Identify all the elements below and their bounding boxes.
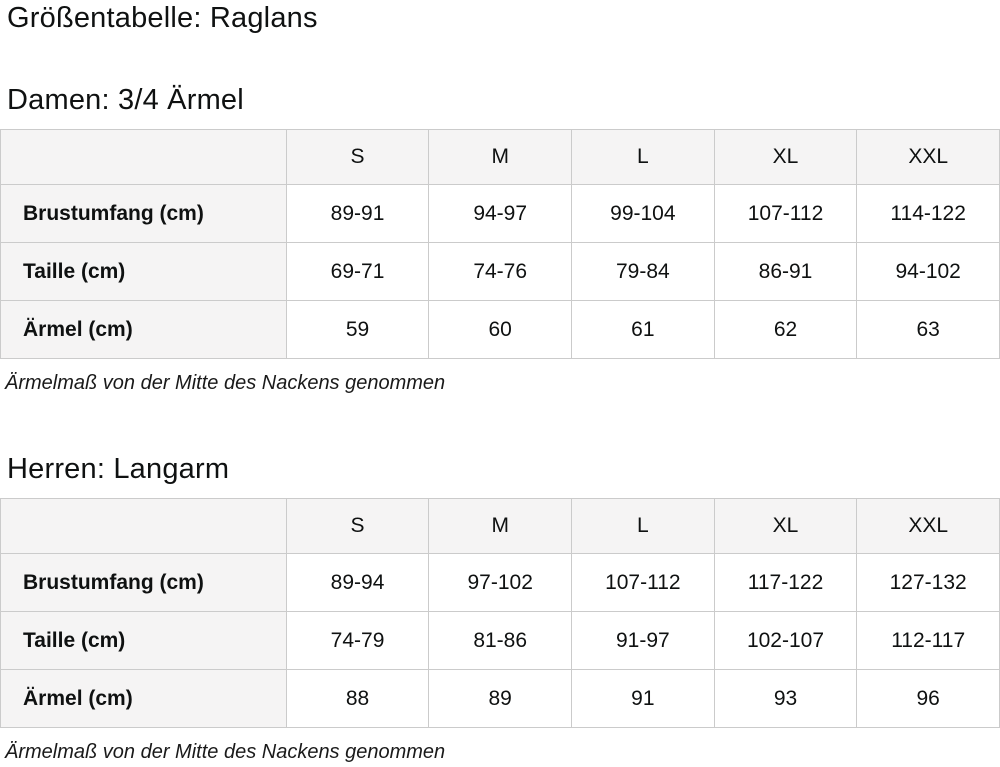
row-label-brustumfang: Brustumfang (cm) — [1, 185, 287, 243]
value-cell: 117-122 — [714, 554, 857, 612]
value-cell: 91 — [572, 670, 715, 728]
col-header-xxl: XXL — [857, 499, 1000, 554]
col-header-xl: XL — [714, 499, 857, 554]
value-cell: 89-94 — [286, 554, 429, 612]
col-header-m: M — [429, 130, 572, 185]
value-cell: 94-97 — [429, 185, 572, 243]
col-header-xxl: XXL — [857, 130, 1000, 185]
value-cell: 86-91 — [714, 243, 857, 301]
value-cell: 74-76 — [429, 243, 572, 301]
value-cell: 91-97 — [572, 612, 715, 670]
value-cell: 89 — [429, 670, 572, 728]
value-cell: 62 — [714, 301, 857, 359]
page-title: Größentabelle: Raglans — [7, 2, 318, 34]
value-cell: 69-71 — [286, 243, 429, 301]
value-cell: 93 — [714, 670, 857, 728]
value-cell: 88 — [286, 670, 429, 728]
value-cell: 107-112 — [572, 554, 715, 612]
herren-size-table — [0, 498, 1000, 728]
row-label-taille: Taille (cm) — [1, 612, 287, 670]
table-row-brustumfang — [1, 554, 1000, 612]
row-label-taille: Taille (cm) — [1, 243, 287, 301]
table-row-aermel — [1, 301, 1000, 359]
value-cell: 97-102 — [429, 554, 572, 612]
table-row-brustumfang — [1, 185, 1000, 243]
corner-cell — [1, 130, 287, 185]
section-heading-damen: Damen: 3/4 Ärmel — [7, 84, 244, 116]
row-label-aermel: Ärmel (cm) — [1, 670, 287, 728]
value-cell: 127-132 — [857, 554, 1000, 612]
value-cell: 63 — [857, 301, 1000, 359]
col-header-l: L — [572, 499, 715, 554]
value-cell: 102-107 — [714, 612, 857, 670]
value-cell: 96 — [857, 670, 1000, 728]
value-cell: 74-79 — [286, 612, 429, 670]
value-cell: 107-112 — [714, 185, 857, 243]
col-header-s: S — [286, 499, 429, 554]
section-herren — [0, 451, 1000, 764]
value-cell: 114-122 — [857, 185, 1000, 243]
footnote-herren: Ärmelmaß von der Mitte des Nackens genommen — [5, 741, 446, 763]
value-cell: 59 — [286, 301, 429, 359]
section-heading-herren: Herren: Langarm — [7, 453, 230, 485]
value-cell: 99-104 — [572, 185, 715, 243]
section-damen — [0, 82, 1000, 395]
col-header-xl: XL — [714, 130, 857, 185]
col-header-l: L — [572, 130, 715, 185]
table-header-row — [1, 499, 1000, 554]
value-cell: 79-84 — [572, 243, 715, 301]
row-label-brustumfang: Brustumfang (cm) — [1, 554, 287, 612]
footnote-damen: Ärmelmaß von der Mitte des Nackens genommen — [5, 372, 446, 394]
table-row-taille — [1, 612, 1000, 670]
value-cell: 81-86 — [429, 612, 572, 670]
table-row-taille — [1, 243, 1000, 301]
value-cell: 60 — [429, 301, 572, 359]
value-cell: 94-102 — [857, 243, 1000, 301]
row-label-aermel: Ärmel (cm) — [1, 301, 287, 359]
col-header-m: M — [429, 499, 572, 554]
value-cell: 112-117 — [857, 612, 1000, 670]
col-header-s: S — [286, 130, 429, 185]
corner-cell — [1, 499, 287, 554]
table-row-aermel — [1, 670, 1000, 728]
value-cell: 61 — [572, 301, 715, 359]
value-cell: 89-91 — [286, 185, 429, 243]
table-header-row — [1, 130, 1000, 185]
damen-size-table — [0, 129, 1000, 359]
